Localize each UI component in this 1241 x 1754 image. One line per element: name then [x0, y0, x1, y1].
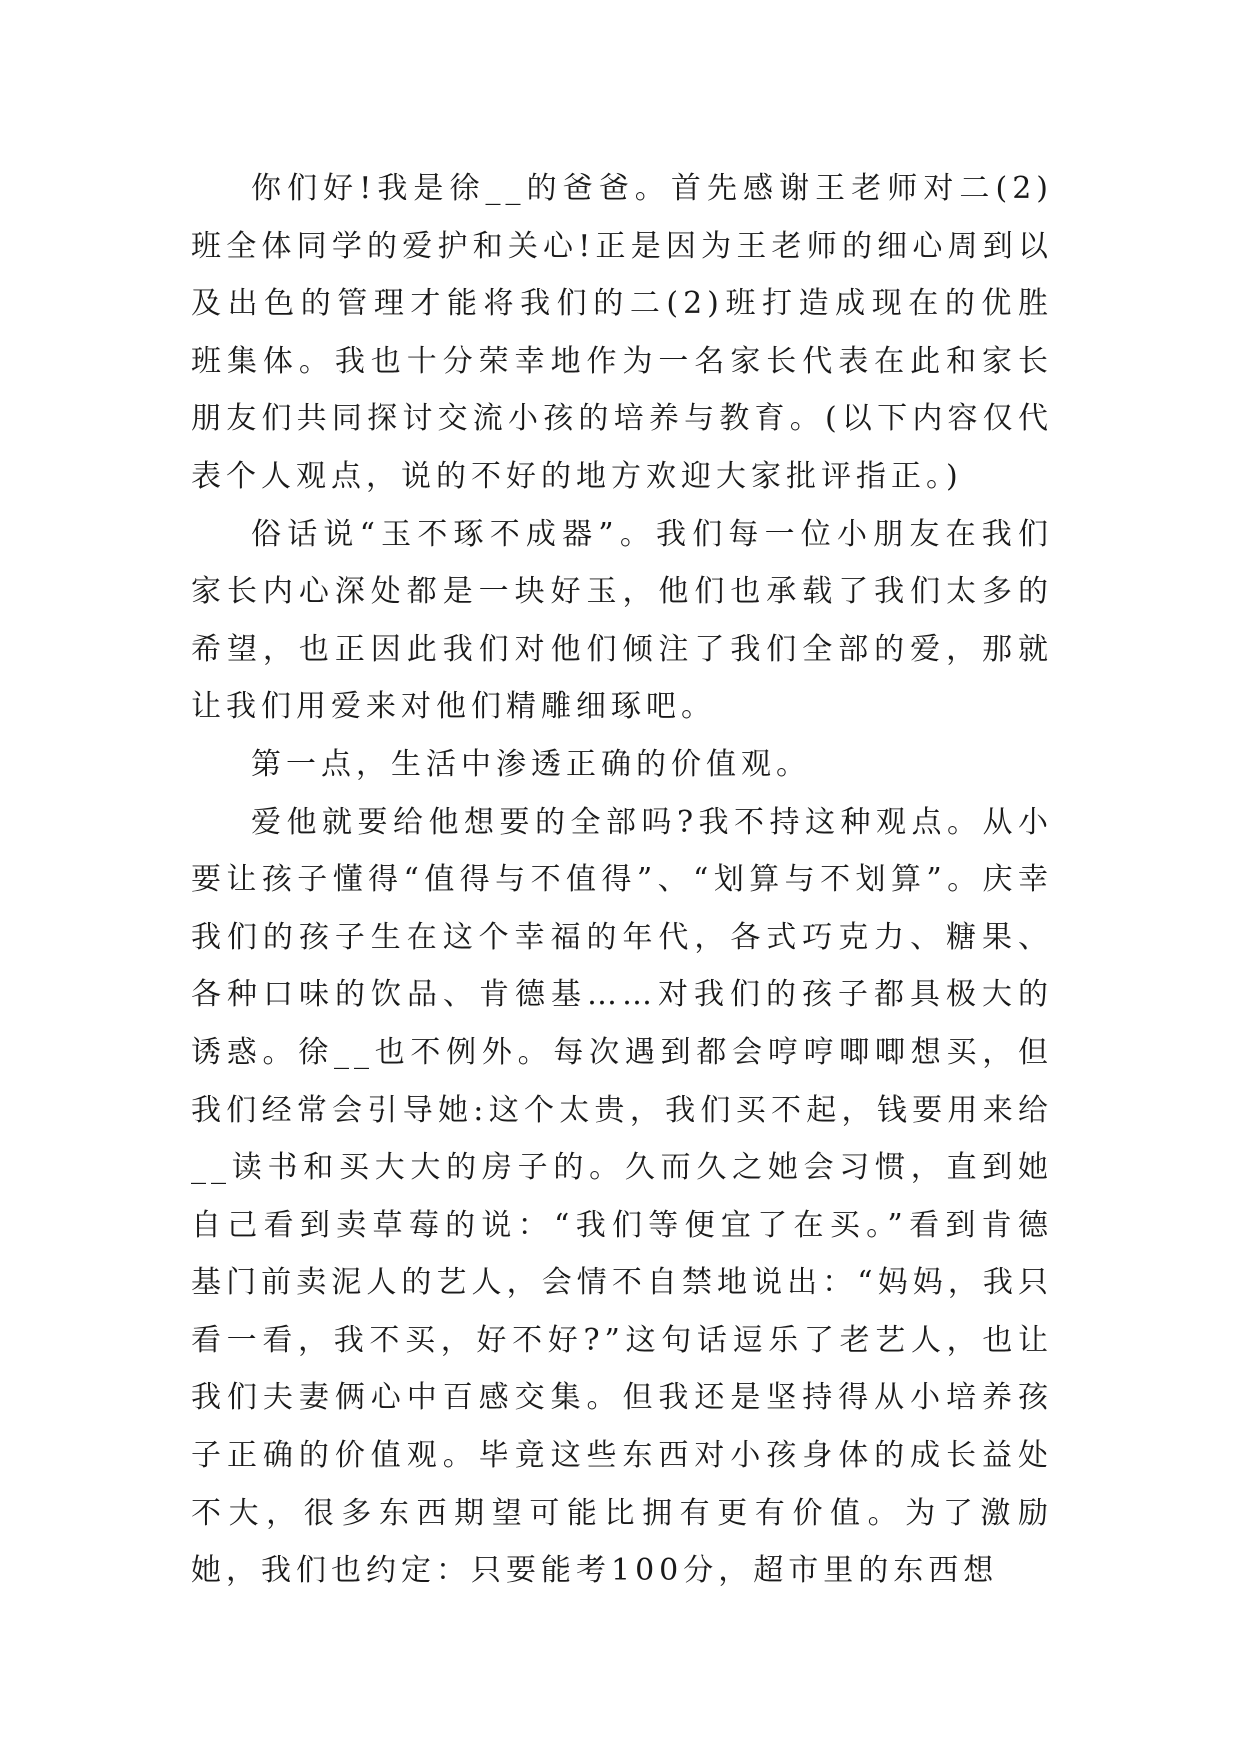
paragraph-proverb: 俗话说“玉不琢不成器”。我们每一位小朋友在我们家长内心深处都是一块好玉，他们也承载了我们太多的希望，也正因此我们对他们倾注了我们全部的爱，那就让我们用爱来对他们精雕细琢吧。: [191, 516, 1053, 725]
document-body: [191, 160, 1053, 1600]
paragraph-point-one-heading: 第一点，生活中渗透正确的价值观。: [251, 746, 811, 782]
paragraph-greeting: 你们好!我是徐__的爸爸。首先感谢王老师对二(2)班全体同学的爱护和关心!正是因为王老师的细心周到以及出色的管理才能将我们的二(2)班打造成现在的优胜班集体。我也十分荣幸地作为一名家长代表在此和家长朋友们共同探讨交流小孩的培养与教育。(以下内容仅代表个人观点，说的不好的地方欢迎大家批评指正。): [191, 171, 1053, 494]
paragraph-values: 爱他就要给他想要的全部吗?我不持这种观点。从小要让孩子懂得“值得与不值得”、“划算与不划算”。庆幸我们的孩子生在这个幸福的年代，各式巧克力、糖果、各种口味的饮品、肯德基……对我们的孩子都具极大的诱惑。徐__也不例外。每次遇到都会哼哼唧唧想买，但我们经常会引导她:这个太贵，我们买不起，钱要用来给__读书和买大大的房子的。久而久之她会习惯，直到她自己看到卖草莓的说：“我们等便宜了在买。”看到肯德基门前卖泥人的艺人，会情不自禁地说出：“妈妈，我只看一看，我不买，好不好?”这句话逗乐了老艺人，也让我们夫妻俩心中百感交集。但我还是坚持得从小培养孩子正确的价值观。毕竟这些东西对小孩身体的成长益处不大，很多东西期望可能比拥有更有价值。为了激励她，我们也约定：只要能考100分，超市里的东西想: [191, 804, 1053, 1589]
